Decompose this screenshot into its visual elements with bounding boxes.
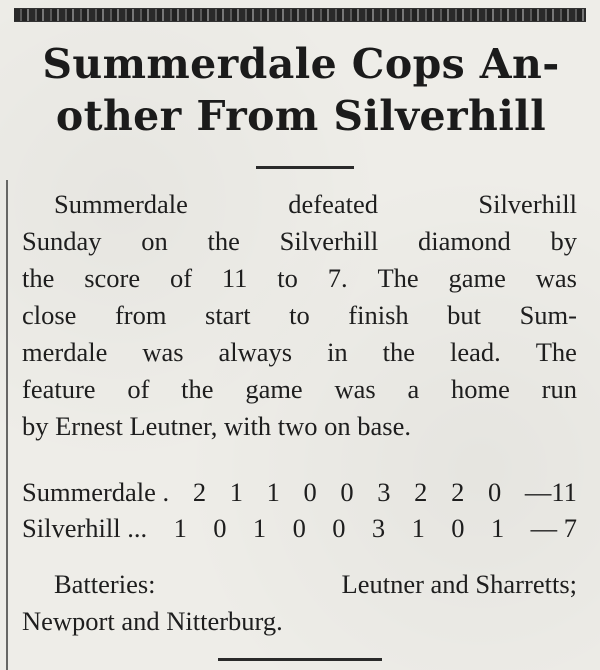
inning-score: 0 [332,513,346,543]
word: by [550,226,577,256]
headline-divider [256,166,354,169]
body-line [22,371,577,408]
inning-score: 0 [303,477,317,507]
body-line [22,260,577,297]
word: Sum- [519,300,577,330]
word: merdale [22,337,108,367]
word: was [142,337,184,367]
headline [18,38,584,142]
word: The [377,263,419,293]
word: diamond [417,226,511,256]
batteries-label: Batteries: [54,569,156,599]
inning-score: 3 [377,477,391,507]
word: home [450,374,510,404]
batteries-line-2: Newport and Nitterburg. [22,606,283,636]
body-line [22,186,577,223]
article-body [22,186,577,445]
word: feature [22,374,96,404]
word: the [22,263,55,293]
word: but [447,300,482,330]
headline-line-1: Summerdale Cops An- [42,40,560,88]
body-line [22,297,577,334]
inning-score: 1 [411,513,425,543]
word: start [205,300,251,330]
inning-score: 0 [292,513,306,543]
batteries-summerdale: Leutner and Sharretts; [341,569,577,599]
word: run [541,374,577,404]
inning-score: 0 [340,477,354,507]
word: of [127,374,150,404]
word: Summerdale [54,189,188,219]
word: the [207,226,240,256]
word: the [382,337,416,367]
inning-score: 1 [266,477,280,507]
word: game [245,374,303,404]
inning-score: 1 [490,513,505,543]
final-score: — 7 [530,513,577,543]
inning-score: 0 [213,513,227,543]
inning-score: 3 [371,513,386,543]
word: from [114,300,167,330]
word: lead. [450,337,501,367]
top-border-rule [14,8,586,22]
word: score [84,263,141,293]
word: Silverhill [279,226,379,256]
body-line [22,408,577,445]
inning-score: 2 [451,477,465,507]
word: always [218,337,293,367]
word: a [407,374,420,404]
word: game [448,263,506,293]
inning-score: 1 [173,513,187,543]
word: to [277,263,298,293]
word: on [141,226,168,256]
linescore-row-summerdale [22,474,577,510]
inning-score: 2 [192,477,207,507]
word: 11 [221,263,248,293]
column-rule [6,180,8,670]
word: was [535,263,577,293]
word: in [327,337,348,367]
word: Sunday [22,226,102,256]
inning-score: 0 [451,513,465,543]
batteries-line-1 [22,566,577,603]
word: the [181,374,214,404]
headline-line-2: other From Silverhill [55,92,547,140]
word: of [169,263,193,293]
word: was [334,374,376,404]
word: 7. [327,263,348,293]
inning-score: 0 [487,477,502,507]
word: The [535,337,577,367]
word: to [289,300,310,330]
inning-score: 1 [252,513,267,543]
word: close [22,300,77,330]
bottom-divider [218,658,382,661]
word: defeated [288,189,379,219]
inning-score: 2 [414,477,428,507]
team-name: Silverhill ... [22,513,148,543]
inning-score: 1 [229,477,243,507]
team-name: Summerdale . [22,477,170,507]
final-score: —11 [524,477,577,507]
word: Silverhill [478,189,577,219]
sentence: by Ernest Leutner, with two on base. [22,411,411,441]
body-line [22,334,577,371]
body-line [22,223,577,260]
word: finish [348,300,409,330]
linescore-row-silverhill [22,510,577,546]
